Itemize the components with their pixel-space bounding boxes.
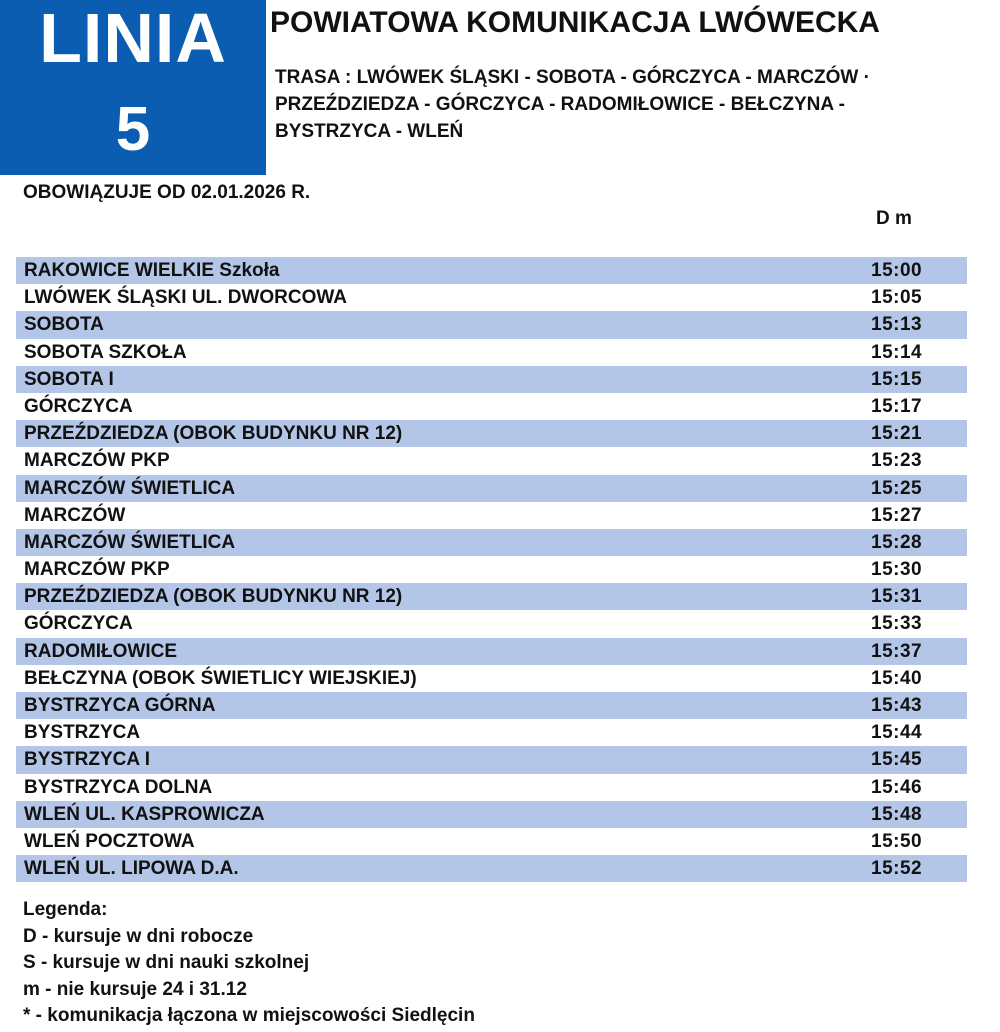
table-row (16, 311, 967, 338)
legend-item: * - komunikacja łączona w miejscowości Siedlęcin (23, 1005, 475, 1026)
table-row (16, 284, 967, 311)
stop-name: SOBOTA I (24, 368, 114, 390)
line-number-badge (0, 0, 266, 175)
departure-time: 15:33 (871, 613, 923, 635)
departure-time: 15:15 (871, 368, 923, 390)
stop-name: WLEŃ UL. KASPROWICZA (24, 803, 265, 825)
table-row (16, 746, 967, 773)
departure-time: 15:14 (871, 341, 923, 363)
line-label: LINIA (39, 0, 227, 77)
stop-name: BYSTRZYCA GÓRNA (24, 695, 216, 716)
departure-time: 15:46 (871, 776, 923, 798)
stop-name: WLEŃ UL. LIPOWA D.A. (24, 858, 239, 880)
stop-name: SOBOTA (24, 314, 104, 336)
table-row (16, 339, 967, 366)
table-row (16, 692, 967, 719)
route-line: PRZEŹDZIEDZA - GÓRCZYCA - RADOMIŁOWICE - BEŁCZYNA - (275, 94, 845, 115)
stop-name: MARCZÓW PKP (24, 559, 170, 581)
departure-time: 15:25 (871, 477, 923, 499)
stop-name: LWÓWEK ŚLĄSKI UL. DWORCOWA (24, 287, 347, 309)
legend-item: D - kursuje w dni robocze (23, 925, 254, 947)
stop-name: PRZEŹDZIEDZA (OBOK BUDYNKU NR 12) (24, 586, 403, 608)
departure-time: 15:52 (871, 858, 923, 880)
departure-time: 15:13 (871, 314, 923, 336)
stop-name: BYSTRZYCA DOLNA (24, 776, 213, 798)
stop-name: SOBOTA SZKOŁA (24, 341, 187, 363)
line-number: 5 (115, 95, 151, 164)
table-row (16, 855, 967, 882)
table-row (16, 610, 967, 637)
table-row (16, 420, 967, 447)
departure-time: 15:05 (871, 287, 923, 309)
stop-name: MARCZÓW ŚWIETLICA (24, 531, 236, 553)
table-row (16, 719, 967, 746)
departure-time: 15:28 (871, 531, 923, 553)
departure-time: 15:31 (871, 586, 923, 608)
table-row (16, 447, 967, 474)
table-row (16, 638, 967, 665)
stop-name: BYSTRZYCA (24, 722, 141, 744)
departure-time: 15:45 (871, 749, 923, 771)
stop-name: MARCZÓW PKP (24, 450, 170, 472)
timetable (16, 257, 967, 882)
departure-time: 15:30 (871, 559, 923, 581)
table-row (16, 583, 967, 610)
route-line: TRASA : LWÓWEK ŚLĄSKI - SOBOTA - GÓRCZYCA - MARCZÓW · (275, 67, 870, 88)
table-row (16, 556, 967, 583)
stop-name: RADOMIŁOWICE (24, 640, 178, 662)
departure-time: 15:50 (871, 830, 923, 852)
departure-time: 15:44 (871, 722, 923, 744)
table-row (16, 257, 967, 284)
legend-item: m - nie kursuje 24 i 31.12 (23, 978, 247, 1000)
route-line: BYSTRZYCA - WLEŃ (275, 121, 464, 142)
departure-time: 15:37 (871, 640, 923, 662)
table-row (16, 529, 967, 556)
legend-item: S - kursuje w dni nauki szkolnej (23, 952, 310, 973)
stop-name: MARCZÓW (24, 504, 126, 526)
table-row (16, 665, 967, 692)
route-description (275, 64, 975, 145)
stop-name: GÓRCZYCA (24, 613, 133, 635)
departure-time: 15:00 (871, 260, 923, 281)
table-row (16, 828, 967, 855)
operator-title: POWIATOWA KOMUNIKACJA LWÓWECKA (270, 6, 880, 39)
legend (23, 897, 475, 1030)
departure-time: 15:21 (871, 423, 923, 445)
stop-name: RAKOWICE WIELKIE Szkoła (24, 260, 280, 281)
table-row (16, 801, 967, 828)
stop-name: MARCZÓW ŚWIETLICA (24, 477, 236, 499)
valid-from-date: OBOWIĄZUJE OD 02.01.2026 R. (23, 182, 311, 203)
table-row (16, 393, 967, 420)
stop-name: BYSTRZYCA I (24, 749, 150, 771)
departure-time: 15:40 (871, 667, 923, 689)
legend-title: Legenda: (23, 899, 108, 920)
table-row (16, 774, 967, 801)
departure-time: 15:43 (871, 695, 923, 716)
departure-time: 15:48 (871, 803, 923, 825)
stop-name: BEŁCZYNA (OBOK ŚWIETLICY WIEJSKIEJ) (24, 667, 417, 689)
departure-time: 15:17 (871, 395, 923, 417)
departure-time: 15:23 (871, 450, 923, 472)
column-header-days: D m (876, 208, 912, 229)
table-row (16, 475, 967, 502)
table-row (16, 502, 967, 529)
departure-time: 15:27 (871, 504, 923, 526)
table-row (16, 366, 967, 393)
stop-name: PRZEŹDZIEDZA (OBOK BUDYNKU NR 12) (24, 423, 403, 445)
stop-name: GÓRCZYCA (24, 395, 133, 417)
stop-name: WLEŃ POCZTOWA (24, 830, 195, 852)
